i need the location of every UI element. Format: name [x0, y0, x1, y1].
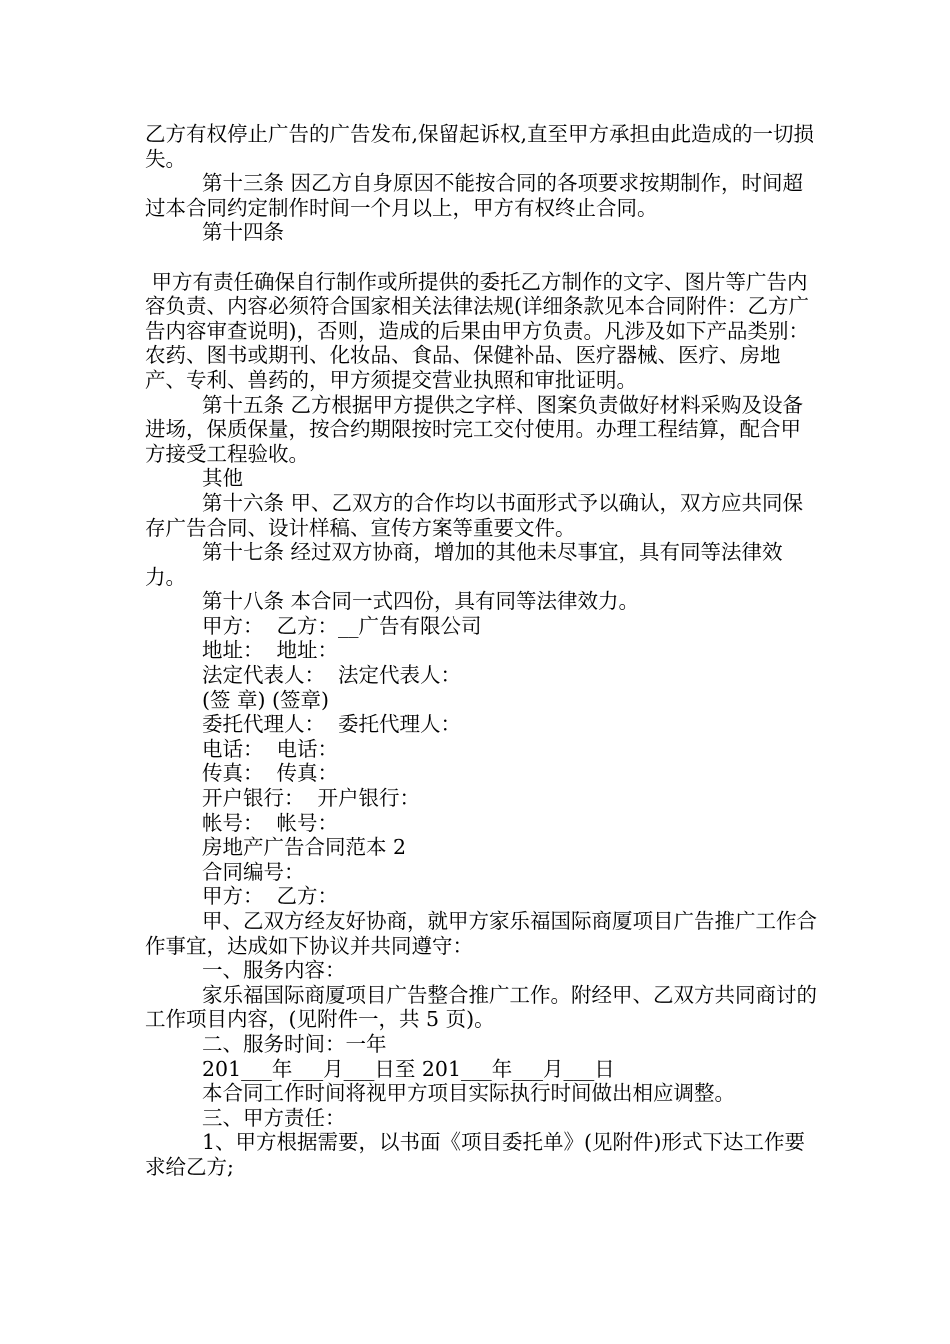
paragraph-line: 乙方有权停止广告的广告发布,保留起诉权,直至甲方承担由此造成的一切损失。 [145, 122, 815, 171]
paragraph-article-14-body: 甲方有责任确保自行制作或所提供的委托乙方制作的文字、图片等广告内容负责、内容必须符合国家相关法律法规(详细条款见本合同附件：乙方广告内容审查说明)，否则，造成的后果由甲方负责。凡涉及如下产品类别：农药、图书或期刊、化妆品、食品、保健补品、医疗器械、医疗、房地产、专利、兽药的，甲方须提交营业执照和审批证明。 [145, 269, 809, 392]
contract-template-title: 房地产广告合同范本 2 [202, 835, 407, 860]
signature-party-line: 甲方： 乙方：__广告有限公司 [202, 613, 482, 638]
paragraph-article-18: 第十八条 本合同一式四份，具有同等法律效力。 [202, 589, 640, 614]
parties-line: 甲方： 乙方： [202, 884, 339, 909]
paragraph-article-13: 第十三条 因乙方自身原因不能按合同的各项要求按期制作，时间超过本合同约定制作时间一个月以上，甲方有权终止合同。 [145, 171, 804, 220]
heading-party-a-duties: 三、甲方责任： [202, 1105, 346, 1130]
paragraph-preamble: 甲、乙双方经友好协商，就甲方家乐福国际商厦项目广告推广工作合作事宜，达成如下协议并共同遵守： [145, 909, 817, 958]
heading-service-time: 二、服务时间：一年 [202, 1031, 387, 1056]
paragraph-duty-1: 1、甲方根据需要，以书面《项目委托单》(见附件)形式下达工作要求给乙方; [145, 1130, 806, 1179]
paragraph-service-content: 家乐福国际商厦项目广告整合推广工作。附经甲、乙双方共同商讨的工作项目内容，(见附件一，共 5 页)。 [145, 982, 817, 1032]
blank-line [145, 245, 817, 270]
heading-article-14: 第十四条 [202, 220, 284, 245]
service-period-line: 201___年___月___日至 201___年___月___日 [202, 1056, 615, 1081]
signature-fax-line: 传真： 传真： [202, 761, 339, 786]
signature-legal-rep-line: 法定代表人： 法定代表人： [202, 663, 462, 688]
contract-number-line: 合同编号： [202, 859, 305, 884]
signature-seal-line: (签 章) (签章) [202, 687, 330, 712]
document-page [145, 122, 817, 1180]
heading-service-content: 一、服务内容： [202, 958, 346, 983]
signature-agent-line: 委托代理人： 委托代理人： [202, 712, 462, 737]
signature-bank-line: 开户银行： 开户银行： [202, 786, 421, 811]
paragraph-time-adjust: 本合同工作时间将视甲方项目实际执行时间做出相应调整。 [202, 1081, 735, 1106]
paragraph-article-16: 第十六条 甲、乙双方的合作均以书面形式予以确认，双方应共同保存广告合同、设计样稿、宣传方案等重要文件。 [145, 490, 804, 540]
heading-other: 其他 [202, 466, 243, 491]
signature-address-line: 地址： 地址： [202, 638, 339, 663]
signature-phone-line: 电话： 电话： [202, 736, 339, 761]
paragraph-article-15: 第十五条 乙方根据甲方提供之字样、图案负责做好材料采购及设备进场，保质保量，按合约期限按时完工交付使用。办理工程结算，配合甲方接受工程验收。 [145, 392, 804, 466]
paragraph-article-17: 第十七条 经过双方协商，增加的其他未尽事宜，具有同等法律效力。 [145, 540, 783, 589]
signature-account-line: 帐号： 帐号： [202, 810, 339, 835]
